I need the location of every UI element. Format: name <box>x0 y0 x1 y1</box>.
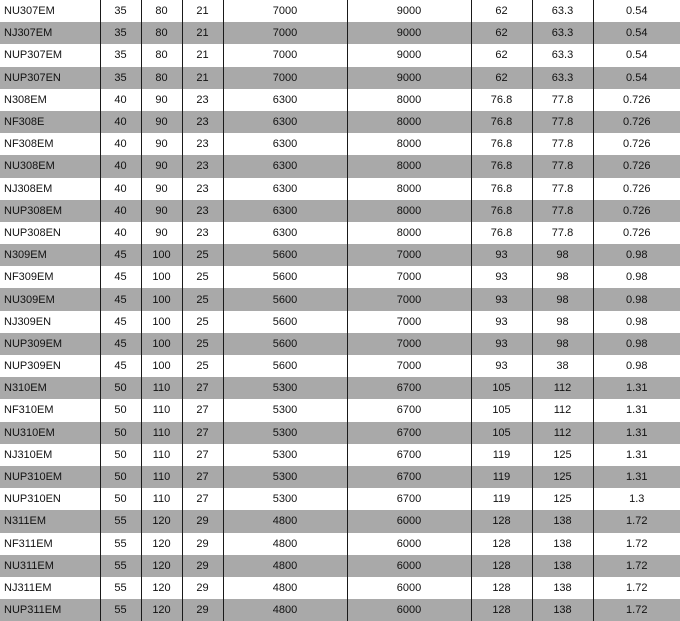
bore-cell: 55 <box>100 599 141 621</box>
grease-speed-cell: 7000 <box>223 22 347 44</box>
table-row <box>0 599 680 621</box>
weight-cell: 0.54 <box>593 67 680 89</box>
weight-cell: 1.31 <box>593 466 680 488</box>
model-cell: NUP309EN <box>0 355 100 377</box>
static-load-cell: 38 <box>532 355 593 377</box>
outer-diameter-cell: 120 <box>141 533 182 555</box>
table-row <box>0 466 680 488</box>
oil-speed-cell: 7000 <box>347 333 471 355</box>
width-cell: 23 <box>182 155 223 177</box>
model-cell: N310EM <box>0 377 100 399</box>
outer-diameter-cell: 100 <box>141 355 182 377</box>
outer-diameter-cell: 80 <box>141 67 182 89</box>
outer-diameter-cell: 120 <box>141 510 182 532</box>
dynamic-load-cell: 119 <box>471 466 532 488</box>
table-row <box>0 111 680 133</box>
dynamic-load-cell: 93 <box>471 355 532 377</box>
model-cell: N309EM <box>0 244 100 266</box>
width-cell: 27 <box>182 399 223 421</box>
grease-speed-cell: 6300 <box>223 200 347 222</box>
dynamic-load-cell: 76.8 <box>471 200 532 222</box>
bore-cell: 50 <box>100 444 141 466</box>
grease-speed-cell: 6300 <box>223 89 347 111</box>
bore-cell: 50 <box>100 422 141 444</box>
model-cell: NJ307EM <box>0 22 100 44</box>
static-load-cell: 98 <box>532 266 593 288</box>
table-row <box>0 510 680 532</box>
width-cell: 25 <box>182 288 223 310</box>
grease-speed-cell: 4800 <box>223 533 347 555</box>
weight-cell: 1.72 <box>593 599 680 621</box>
static-load-cell: 138 <box>532 555 593 577</box>
width-cell: 25 <box>182 244 223 266</box>
model-cell: NUP308EN <box>0 222 100 244</box>
outer-diameter-cell: 110 <box>141 377 182 399</box>
grease-speed-cell: 6300 <box>223 155 347 177</box>
oil-speed-cell: 7000 <box>347 266 471 288</box>
table-row <box>0 533 680 555</box>
oil-speed-cell: 8000 <box>347 200 471 222</box>
grease-speed-cell: 6300 <box>223 111 347 133</box>
weight-cell: 0.98 <box>593 333 680 355</box>
model-cell: N311EM <box>0 510 100 532</box>
weight-cell: 0.54 <box>593 22 680 44</box>
model-cell: NF308EM <box>0 133 100 155</box>
model-cell: NUP310EN <box>0 488 100 510</box>
bore-cell: 50 <box>100 488 141 510</box>
static-load-cell: 138 <box>532 599 593 621</box>
static-load-cell: 138 <box>532 577 593 599</box>
table-row <box>0 155 680 177</box>
model-cell: NU308EM <box>0 155 100 177</box>
static-load-cell: 112 <box>532 422 593 444</box>
dynamic-load-cell: 105 <box>471 377 532 399</box>
outer-diameter-cell: 110 <box>141 399 182 421</box>
dynamic-load-cell: 76.8 <box>471 133 532 155</box>
oil-speed-cell: 8000 <box>347 89 471 111</box>
weight-cell: 0.726 <box>593 200 680 222</box>
oil-speed-cell: 7000 <box>347 288 471 310</box>
grease-speed-cell: 5600 <box>223 311 347 333</box>
weight-cell: 0.98 <box>593 311 680 333</box>
width-cell: 21 <box>182 22 223 44</box>
width-cell: 23 <box>182 133 223 155</box>
grease-speed-cell: 7000 <box>223 0 347 22</box>
weight-cell: 0.54 <box>593 0 680 22</box>
oil-speed-cell: 9000 <box>347 0 471 22</box>
width-cell: 29 <box>182 577 223 599</box>
table-row <box>0 266 680 288</box>
grease-speed-cell: 5300 <box>223 377 347 399</box>
model-cell: NUP308EM <box>0 200 100 222</box>
static-load-cell: 138 <box>532 510 593 532</box>
dynamic-load-cell: 128 <box>471 555 532 577</box>
width-cell: 23 <box>182 178 223 200</box>
model-cell: NUP309EM <box>0 333 100 355</box>
width-cell: 27 <box>182 422 223 444</box>
static-load-cell: 125 <box>532 466 593 488</box>
dynamic-load-cell: 76.8 <box>471 178 532 200</box>
static-load-cell: 77.8 <box>532 222 593 244</box>
weight-cell: 0.98 <box>593 288 680 310</box>
model-cell: NU310EM <box>0 422 100 444</box>
outer-diameter-cell: 120 <box>141 555 182 577</box>
dynamic-load-cell: 93 <box>471 288 532 310</box>
bore-cell: 40 <box>100 178 141 200</box>
oil-speed-cell: 7000 <box>347 244 471 266</box>
model-cell: NJ309EN <box>0 311 100 333</box>
table-row <box>0 288 680 310</box>
oil-speed-cell: 6700 <box>347 444 471 466</box>
outer-diameter-cell: 100 <box>141 244 182 266</box>
width-cell: 23 <box>182 200 223 222</box>
table-row <box>0 333 680 355</box>
bore-cell: 40 <box>100 200 141 222</box>
oil-speed-cell: 6000 <box>347 599 471 621</box>
table-row <box>0 0 680 22</box>
oil-speed-cell: 6000 <box>347 577 471 599</box>
dynamic-load-cell: 105 <box>471 399 532 421</box>
bore-cell: 45 <box>100 288 141 310</box>
static-load-cell: 77.8 <box>532 111 593 133</box>
model-cell: NU309EM <box>0 288 100 310</box>
outer-diameter-cell: 110 <box>141 466 182 488</box>
table-row <box>0 67 680 89</box>
model-cell: NF308E <box>0 111 100 133</box>
outer-diameter-cell: 100 <box>141 333 182 355</box>
grease-speed-cell: 5300 <box>223 466 347 488</box>
outer-diameter-cell: 90 <box>141 111 182 133</box>
bore-cell: 45 <box>100 311 141 333</box>
bore-cell: 50 <box>100 399 141 421</box>
model-cell: NU311EM <box>0 555 100 577</box>
table-row <box>0 311 680 333</box>
static-load-cell: 125 <box>532 444 593 466</box>
dynamic-load-cell: 62 <box>471 44 532 66</box>
dynamic-load-cell: 128 <box>471 599 532 621</box>
table-row <box>0 178 680 200</box>
weight-cell: 1.72 <box>593 510 680 532</box>
dynamic-load-cell: 128 <box>471 510 532 532</box>
outer-diameter-cell: 100 <box>141 311 182 333</box>
weight-cell: 0.726 <box>593 111 680 133</box>
oil-speed-cell: 6000 <box>347 510 471 532</box>
table-row <box>0 377 680 399</box>
bore-cell: 35 <box>100 67 141 89</box>
width-cell: 29 <box>182 599 223 621</box>
bore-cell: 40 <box>100 155 141 177</box>
static-load-cell: 63.3 <box>532 44 593 66</box>
dynamic-load-cell: 62 <box>471 0 532 22</box>
bore-cell: 55 <box>100 510 141 532</box>
grease-speed-cell: 5600 <box>223 355 347 377</box>
width-cell: 23 <box>182 111 223 133</box>
oil-speed-cell: 8000 <box>347 155 471 177</box>
width-cell: 25 <box>182 311 223 333</box>
bore-cell: 35 <box>100 22 141 44</box>
oil-speed-cell: 7000 <box>347 311 471 333</box>
model-cell: NF309EM <box>0 266 100 288</box>
oil-speed-cell: 6700 <box>347 422 471 444</box>
table-row <box>0 355 680 377</box>
static-load-cell: 77.8 <box>532 178 593 200</box>
dynamic-load-cell: 76.8 <box>471 111 532 133</box>
dynamic-load-cell: 76.8 <box>471 155 532 177</box>
width-cell: 23 <box>182 222 223 244</box>
table-row <box>0 133 680 155</box>
width-cell: 25 <box>182 355 223 377</box>
table-row <box>0 444 680 466</box>
grease-speed-cell: 4800 <box>223 510 347 532</box>
width-cell: 29 <box>182 533 223 555</box>
model-cell: NJ311EM <box>0 577 100 599</box>
weight-cell: 0.726 <box>593 155 680 177</box>
bore-cell: 40 <box>100 89 141 111</box>
bore-cell: 55 <box>100 555 141 577</box>
model-cell: NJ310EM <box>0 444 100 466</box>
model-cell: NUP310EM <box>0 466 100 488</box>
grease-speed-cell: 6300 <box>223 222 347 244</box>
oil-speed-cell: 9000 <box>347 44 471 66</box>
bore-cell: 45 <box>100 266 141 288</box>
width-cell: 21 <box>182 67 223 89</box>
width-cell: 25 <box>182 333 223 355</box>
static-load-cell: 77.8 <box>532 200 593 222</box>
grease-speed-cell: 7000 <box>223 67 347 89</box>
dynamic-load-cell: 76.8 <box>471 89 532 111</box>
width-cell: 21 <box>182 44 223 66</box>
weight-cell: 0.98 <box>593 244 680 266</box>
weight-cell: 0.726 <box>593 89 680 111</box>
width-cell: 27 <box>182 466 223 488</box>
oil-speed-cell: 6700 <box>347 399 471 421</box>
outer-diameter-cell: 90 <box>141 133 182 155</box>
oil-speed-cell: 7000 <box>347 355 471 377</box>
outer-diameter-cell: 120 <box>141 599 182 621</box>
weight-cell: 1.72 <box>593 577 680 599</box>
table-row <box>0 244 680 266</box>
dynamic-load-cell: 119 <box>471 444 532 466</box>
oil-speed-cell: 8000 <box>347 133 471 155</box>
static-load-cell: 112 <box>532 377 593 399</box>
oil-speed-cell: 6000 <box>347 533 471 555</box>
outer-diameter-cell: 100 <box>141 266 182 288</box>
static-load-cell: 112 <box>532 399 593 421</box>
static-load-cell: 77.8 <box>532 155 593 177</box>
static-load-cell: 125 <box>532 488 593 510</box>
table-row <box>0 422 680 444</box>
outer-diameter-cell: 90 <box>141 200 182 222</box>
grease-speed-cell: 5300 <box>223 422 347 444</box>
bore-cell: 50 <box>100 377 141 399</box>
oil-speed-cell: 8000 <box>347 178 471 200</box>
bore-cell: 55 <box>100 533 141 555</box>
grease-speed-cell: 6300 <box>223 178 347 200</box>
weight-cell: 0.726 <box>593 133 680 155</box>
static-load-cell: 98 <box>532 311 593 333</box>
static-load-cell: 98 <box>532 288 593 310</box>
dynamic-load-cell: 62 <box>471 22 532 44</box>
outer-diameter-cell: 90 <box>141 155 182 177</box>
bore-cell: 40 <box>100 133 141 155</box>
weight-cell: 1.31 <box>593 444 680 466</box>
bore-cell: 55 <box>100 577 141 599</box>
model-cell: NF311EM <box>0 533 100 555</box>
dynamic-load-cell: 128 <box>471 533 532 555</box>
outer-diameter-cell: 90 <box>141 89 182 111</box>
width-cell: 27 <box>182 488 223 510</box>
bore-cell: 35 <box>100 0 141 22</box>
grease-speed-cell: 4800 <box>223 555 347 577</box>
dynamic-load-cell: 62 <box>471 67 532 89</box>
grease-speed-cell: 5300 <box>223 444 347 466</box>
dynamic-load-cell: 93 <box>471 266 532 288</box>
weight-cell: 1.31 <box>593 422 680 444</box>
width-cell: 29 <box>182 555 223 577</box>
weight-cell: 1.3 <box>593 488 680 510</box>
bore-cell: 40 <box>100 222 141 244</box>
model-cell: N308EM <box>0 89 100 111</box>
grease-speed-cell: 4800 <box>223 599 347 621</box>
outer-diameter-cell: 100 <box>141 288 182 310</box>
dynamic-load-cell: 93 <box>471 333 532 355</box>
weight-cell: 1.72 <box>593 555 680 577</box>
width-cell: 27 <box>182 444 223 466</box>
bore-cell: 45 <box>100 244 141 266</box>
table-row <box>0 89 680 111</box>
table-row <box>0 577 680 599</box>
weight-cell: 1.72 <box>593 533 680 555</box>
weight-cell: 0.98 <box>593 355 680 377</box>
static-load-cell: 63.3 <box>532 0 593 22</box>
bore-cell: 45 <box>100 333 141 355</box>
model-cell: NUP307EN <box>0 67 100 89</box>
grease-speed-cell: 4800 <box>223 577 347 599</box>
bore-cell: 45 <box>100 355 141 377</box>
dynamic-load-cell: 76.8 <box>471 222 532 244</box>
table-row <box>0 488 680 510</box>
table-row <box>0 22 680 44</box>
dynamic-load-cell: 93 <box>471 244 532 266</box>
grease-speed-cell: 6300 <box>223 133 347 155</box>
width-cell: 21 <box>182 0 223 22</box>
outer-diameter-cell: 80 <box>141 0 182 22</box>
static-load-cell: 63.3 <box>532 22 593 44</box>
oil-speed-cell: 8000 <box>347 111 471 133</box>
static-load-cell: 98 <box>532 333 593 355</box>
dynamic-load-cell: 128 <box>471 577 532 599</box>
table-row <box>0 44 680 66</box>
oil-speed-cell: 6000 <box>347 555 471 577</box>
width-cell: 29 <box>182 510 223 532</box>
weight-cell: 0.726 <box>593 222 680 244</box>
table-row <box>0 200 680 222</box>
static-load-cell: 98 <box>532 244 593 266</box>
dynamic-load-cell: 105 <box>471 422 532 444</box>
outer-diameter-cell: 110 <box>141 444 182 466</box>
outer-diameter-cell: 80 <box>141 44 182 66</box>
static-load-cell: 77.8 <box>532 89 593 111</box>
width-cell: 27 <box>182 377 223 399</box>
static-load-cell: 63.3 <box>532 67 593 89</box>
width-cell: 25 <box>182 266 223 288</box>
grease-speed-cell: 5600 <box>223 333 347 355</box>
bore-cell: 35 <box>100 44 141 66</box>
table-row <box>0 555 680 577</box>
table-row <box>0 399 680 421</box>
grease-speed-cell: 7000 <box>223 44 347 66</box>
oil-speed-cell: 9000 <box>347 67 471 89</box>
outer-diameter-cell: 120 <box>141 577 182 599</box>
grease-speed-cell: 5300 <box>223 488 347 510</box>
outer-diameter-cell: 90 <box>141 222 182 244</box>
model-cell: NU307EM <box>0 0 100 22</box>
oil-speed-cell: 6700 <box>347 466 471 488</box>
grease-speed-cell: 5600 <box>223 266 347 288</box>
model-cell: NUP307EM <box>0 44 100 66</box>
weight-cell: 0.54 <box>593 44 680 66</box>
weight-cell: 0.98 <box>593 266 680 288</box>
weight-cell: 1.31 <box>593 399 680 421</box>
grease-speed-cell: 5600 <box>223 244 347 266</box>
dynamic-load-cell: 93 <box>471 311 532 333</box>
weight-cell: 0.726 <box>593 178 680 200</box>
table-row <box>0 222 680 244</box>
width-cell: 23 <box>182 89 223 111</box>
model-cell: NJ308EM <box>0 178 100 200</box>
oil-speed-cell: 8000 <box>347 222 471 244</box>
bore-cell: 50 <box>100 466 141 488</box>
bore-cell: 40 <box>100 111 141 133</box>
oil-speed-cell: 6700 <box>347 377 471 399</box>
oil-speed-cell: 9000 <box>347 22 471 44</box>
outer-diameter-cell: 110 <box>141 422 182 444</box>
weight-cell: 1.31 <box>593 377 680 399</box>
grease-speed-cell: 5600 <box>223 288 347 310</box>
dynamic-load-cell: 119 <box>471 488 532 510</box>
outer-diameter-cell: 90 <box>141 178 182 200</box>
static-load-cell: 138 <box>532 533 593 555</box>
static-load-cell: 77.8 <box>532 133 593 155</box>
model-cell: NF310EM <box>0 399 100 421</box>
model-cell: NUP311EM <box>0 599 100 621</box>
outer-diameter-cell: 80 <box>141 22 182 44</box>
oil-speed-cell: 6700 <box>347 488 471 510</box>
outer-diameter-cell: 110 <box>141 488 182 510</box>
grease-speed-cell: 5300 <box>223 399 347 421</box>
